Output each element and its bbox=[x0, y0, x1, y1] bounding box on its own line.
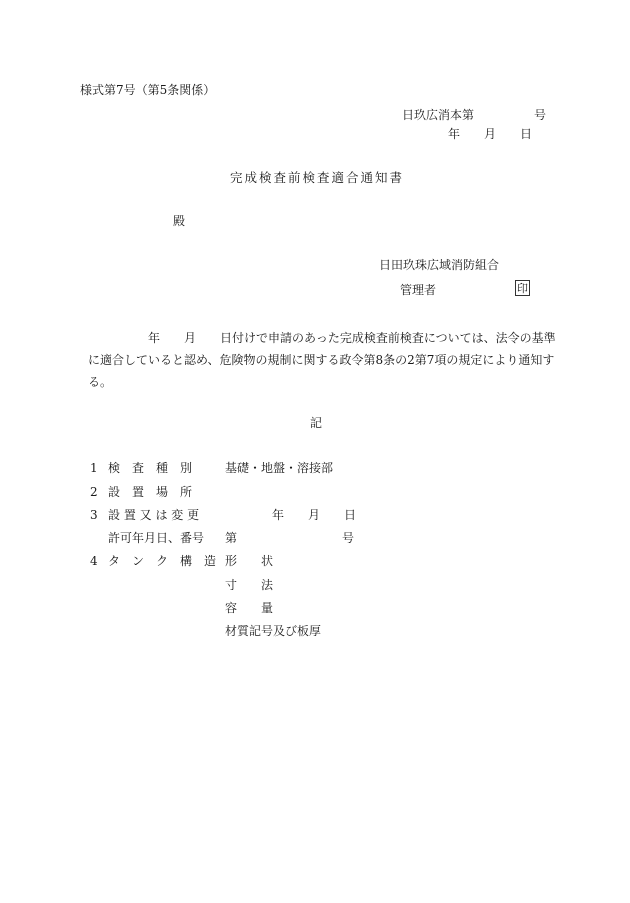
item-row bbox=[90, 462, 226, 474]
addressee-suffix: 殿 bbox=[173, 214, 186, 228]
tank-detail: 容 量 bbox=[225, 601, 274, 615]
item-value: 基礎・地盤・溶接部 bbox=[225, 461, 334, 475]
item-value: 形 状 bbox=[225, 554, 274, 568]
item-label: 検 査 種 別 bbox=[108, 461, 193, 475]
item-row bbox=[90, 555, 226, 567]
item-row bbox=[90, 486, 226, 498]
ki-heading: 記 bbox=[310, 416, 323, 430]
item-row bbox=[90, 509, 226, 521]
seal-box bbox=[515, 280, 530, 296]
seal-char: 印 bbox=[517, 281, 528, 295]
item-label: タ ン ク 構 造 bbox=[108, 554, 217, 568]
item3-date: 年 月 日 bbox=[272, 508, 357, 522]
item-number: 3 bbox=[90, 508, 98, 522]
body-line-3: る。 bbox=[88, 375, 113, 389]
body-paragraph bbox=[88, 327, 556, 393]
issuing-organization: 日田玖珠広域消防組合 bbox=[379, 258, 500, 272]
document-title: 完成検査前検査適合通知書 bbox=[230, 170, 405, 185]
item-value: 第 bbox=[225, 531, 238, 545]
item-number: 1 bbox=[90, 461, 98, 475]
item-label: 設 置 又 は 変 更 bbox=[108, 508, 200, 522]
body-line-1: 年 月 日付けで申請のあった完成検査前検査については、法令の基準 bbox=[148, 331, 556, 345]
manager-label: 管理者 bbox=[400, 283, 437, 297]
item-number: 2 bbox=[90, 485, 98, 499]
tank-detail: 寸 法 bbox=[225, 578, 274, 592]
item3-number-suffix: 号 bbox=[342, 531, 355, 545]
issue-date: 年 月 日 bbox=[448, 127, 533, 141]
item-row bbox=[90, 532, 226, 544]
item-number: 4 bbox=[90, 554, 98, 568]
document-number: 日玖広消本第 号 bbox=[402, 108, 547, 122]
form-number: 様式第7号（第5条関係） bbox=[80, 83, 216, 97]
item-label: 設 置 場 所 bbox=[108, 485, 193, 499]
body-line-2: に適合していると認め、危険物の規制に関する政令第8条の2第7項の規定により通知す bbox=[88, 353, 555, 367]
tank-detail: 材質記号及び板厚 bbox=[225, 624, 322, 638]
item-label: 許可年月日、番号 bbox=[108, 531, 205, 545]
